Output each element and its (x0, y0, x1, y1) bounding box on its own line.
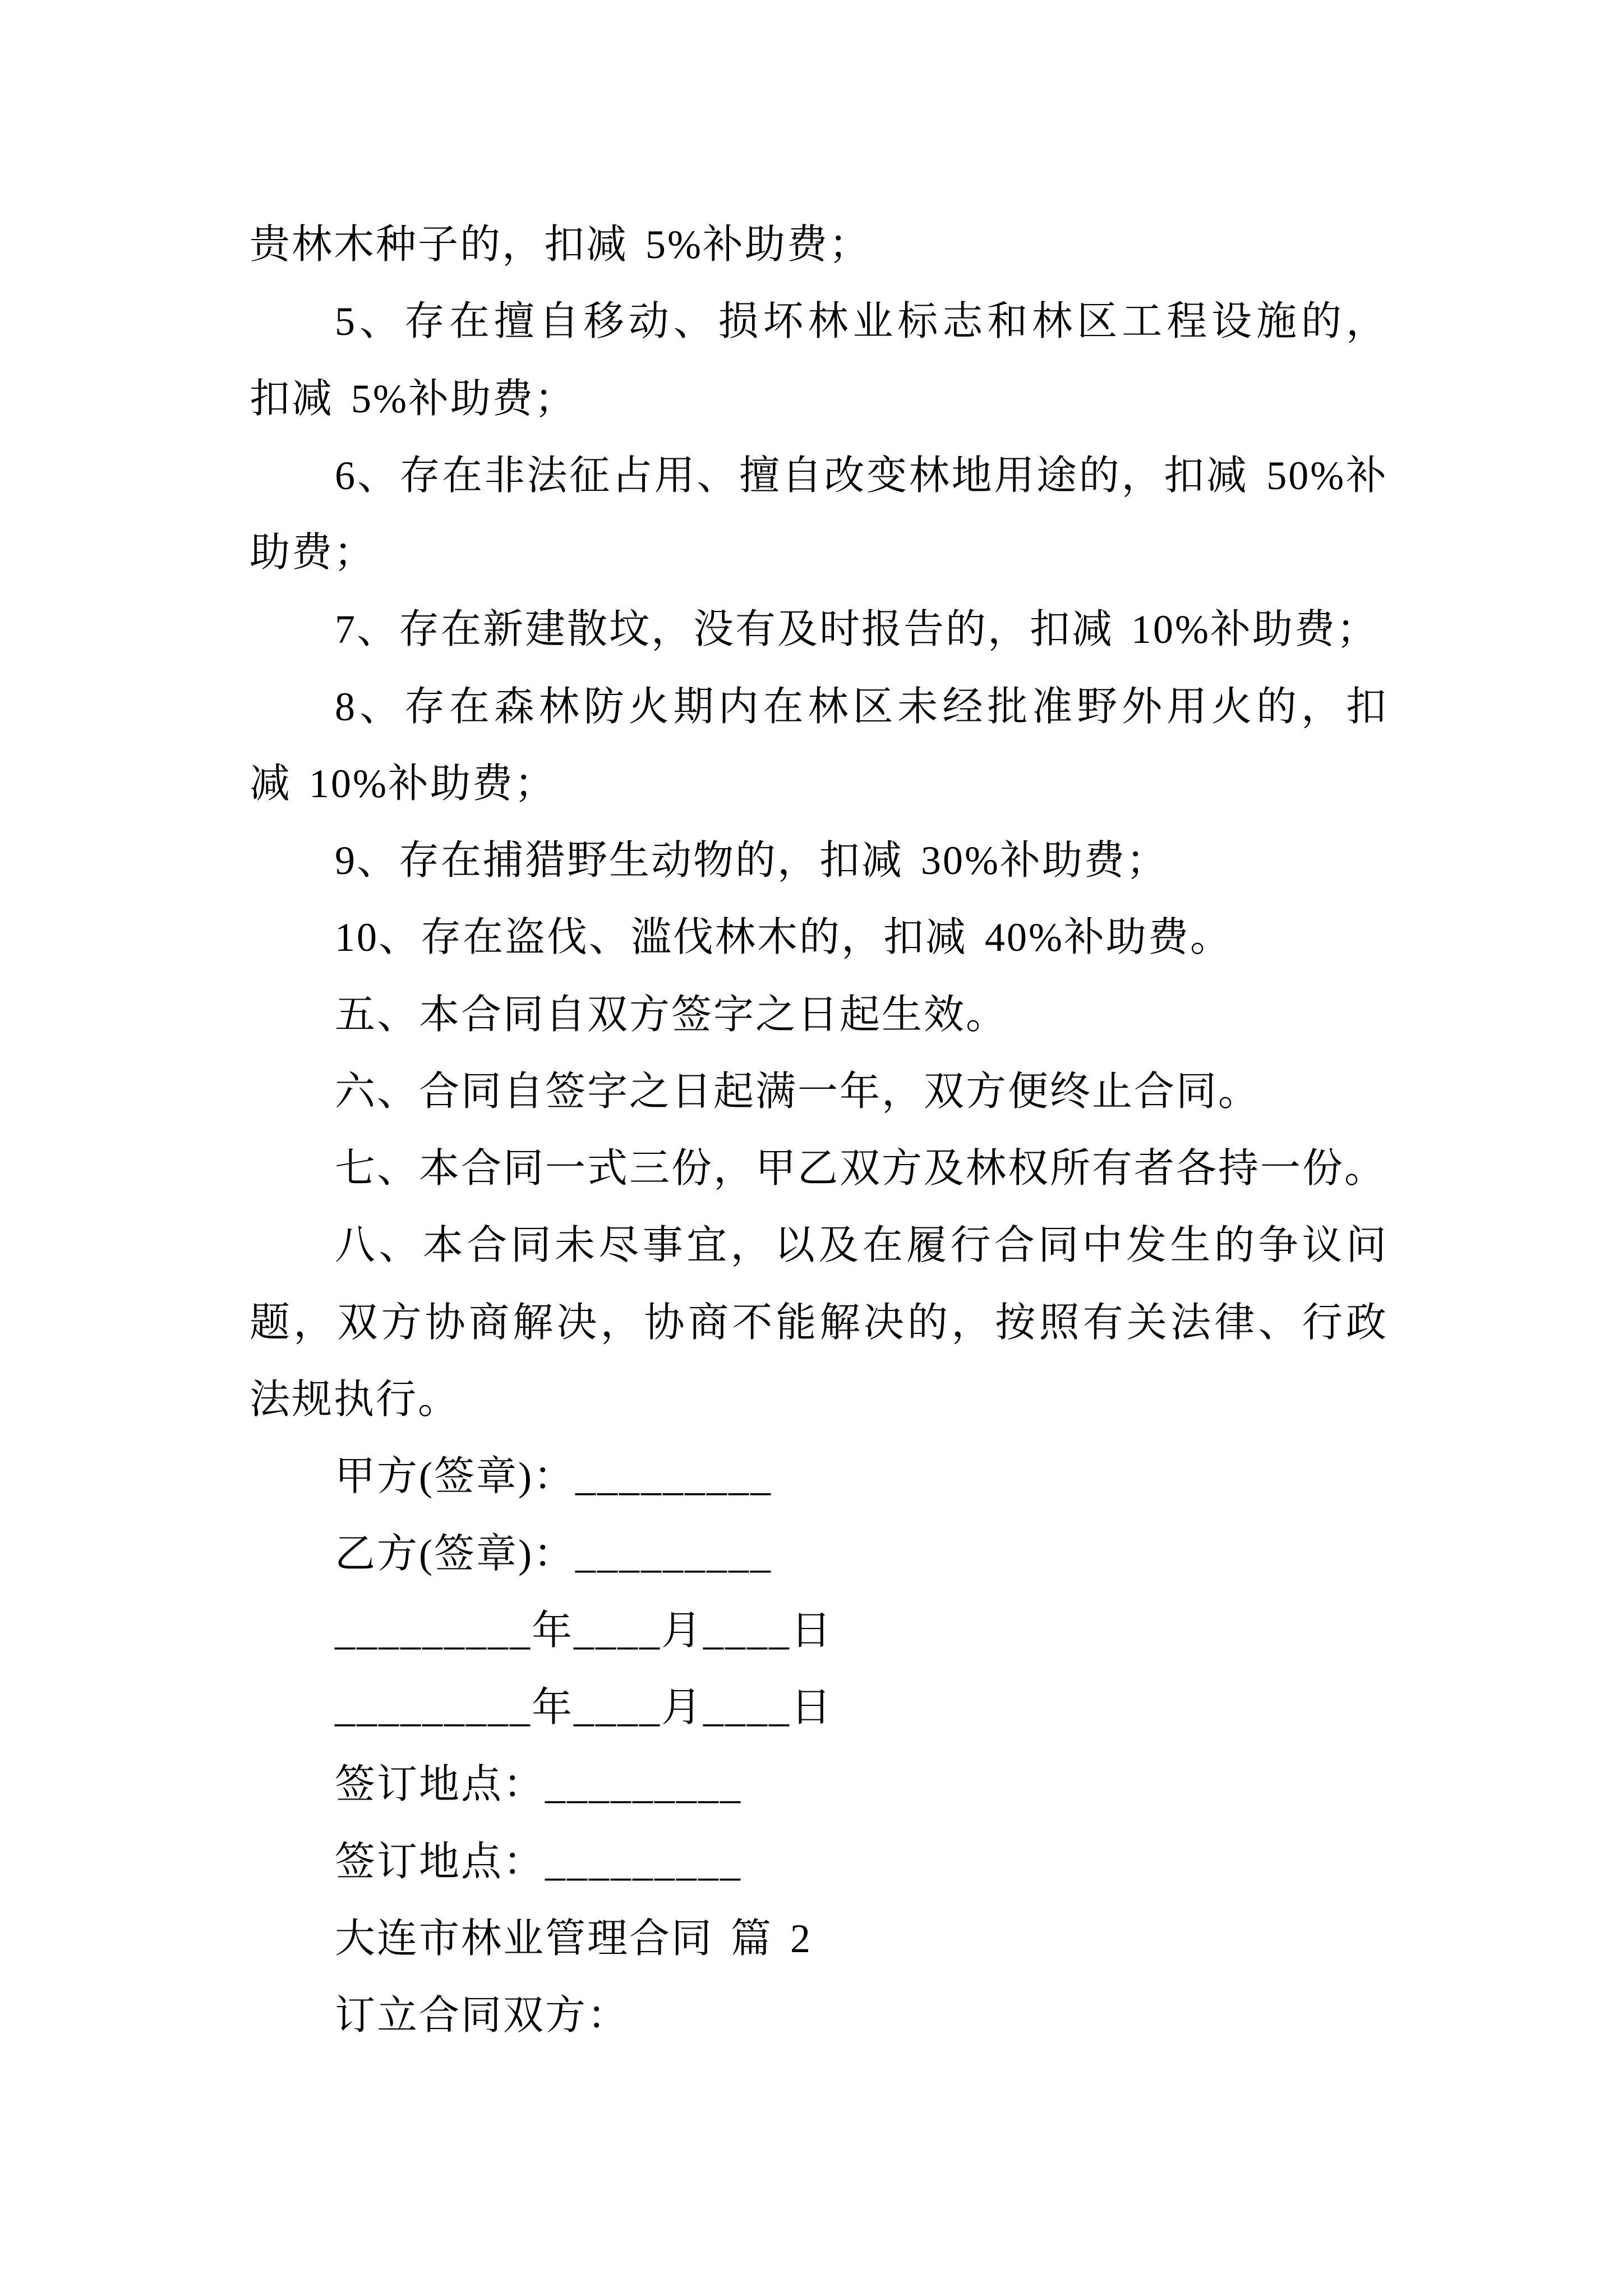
article-5-line: 五、本合同自双方签字之日起生效。 (335, 992, 1008, 1037)
clause-7-line: 7、存在新建散坟，没有及时报告的，扣减 10%补助费； (335, 607, 1378, 652)
day-blank: ____ (703, 1608, 791, 1653)
contract-parties-label: 订立合同双方： (335, 1993, 630, 2039)
party-b-signature-blank: _________ (575, 1531, 772, 1576)
clause-5 (250, 283, 1388, 438)
clause-10-line: 10、存在盗伐、滥伐林木的，扣减 40%补助费。 (335, 915, 1232, 960)
party-a-signature-blank: _________ (575, 1454, 772, 1499)
year-blank: _________ (335, 1608, 532, 1653)
signing-date (250, 1669, 1388, 1746)
year-label: 年 (532, 1608, 574, 1653)
article-7 (250, 1130, 1388, 1207)
clause-7 (250, 591, 1388, 668)
signing-location-blank: _________ (545, 1762, 743, 1807)
clause-4-continuation-line: 贵林木种子的，扣减 5%补助费； (250, 222, 871, 267)
day-label: 日 (791, 1608, 833, 1653)
clause-5-line: 5、存在擅自移动、损坏林业标志和林区工程设施的， (335, 299, 1388, 344)
article-7-line: 七、本合同一式三份，甲乙双方及林权所有者各持一份。 (335, 1146, 1387, 1191)
clause-5-line: 扣减 5%补助费； (250, 376, 577, 421)
month-label: 月 (661, 1685, 704, 1731)
year-label: 年 (532, 1685, 574, 1731)
article-6-line: 六、合同自签字之日起满一年，双方便终止合同。 (335, 1069, 1261, 1114)
signature-block (250, 1438, 1388, 1901)
month-label: 月 (661, 1608, 704, 1653)
section-heading: 大连市林业管理合同 篇 2 (335, 1916, 813, 1961)
clause-10 (250, 899, 1388, 976)
month-blank: ____ (574, 1608, 662, 1653)
day-label: 日 (791, 1685, 833, 1731)
signing-location-blank: _________ (545, 1839, 743, 1884)
day-blank: ____ (703, 1685, 791, 1731)
clause-4-continuation (250, 206, 1388, 283)
article-8-line: 法规执行。 (250, 1377, 460, 1422)
document-body (250, 206, 1388, 2054)
signing-location-label: 签订地点： (335, 1762, 546, 1807)
article-5 (250, 977, 1388, 1053)
clause-9 (250, 822, 1388, 899)
clause-6-line: 6、存在非法征占用、擅自改变林地用途的，扣减 50%补 (335, 453, 1388, 498)
signing-location-label: 签订地点： (335, 1839, 546, 1884)
party-b-signature-label: 乙方(签章)： (335, 1531, 575, 1576)
party-b-signature (250, 1516, 1388, 1593)
article-8-line: 题，双方协商解决，协商不能解决的，按照有关法律、行政 (250, 1300, 1388, 1345)
article-8-line: 八、本合同未尽事宜，以及在履行合同中发生的争议问 (335, 1223, 1388, 1268)
clause-8-line: 8、存在森林防火期内在林区未经批准野外用火的，扣 (335, 684, 1388, 729)
article-8 (250, 1207, 1388, 1438)
clause-6-line: 助费； (250, 530, 376, 576)
clause-8-line: 减 10%补助费； (250, 761, 556, 806)
party-a-signature (250, 1438, 1388, 1515)
next-section (250, 1901, 1388, 2055)
signing-location (250, 1746, 1388, 1823)
signing-date (250, 1593, 1388, 1669)
party-a-signature-label: 甲方(签章)： (335, 1454, 575, 1499)
clause-8 (250, 669, 1388, 823)
signing-location (250, 1824, 1388, 1901)
article-6 (250, 1053, 1388, 1130)
month-blank: ____ (574, 1685, 662, 1731)
year-blank: _________ (335, 1685, 532, 1731)
clause-9-line: 9、存在捕猎野生动物的，扣减 30%补助费； (335, 838, 1168, 884)
clause-6 (250, 438, 1388, 592)
